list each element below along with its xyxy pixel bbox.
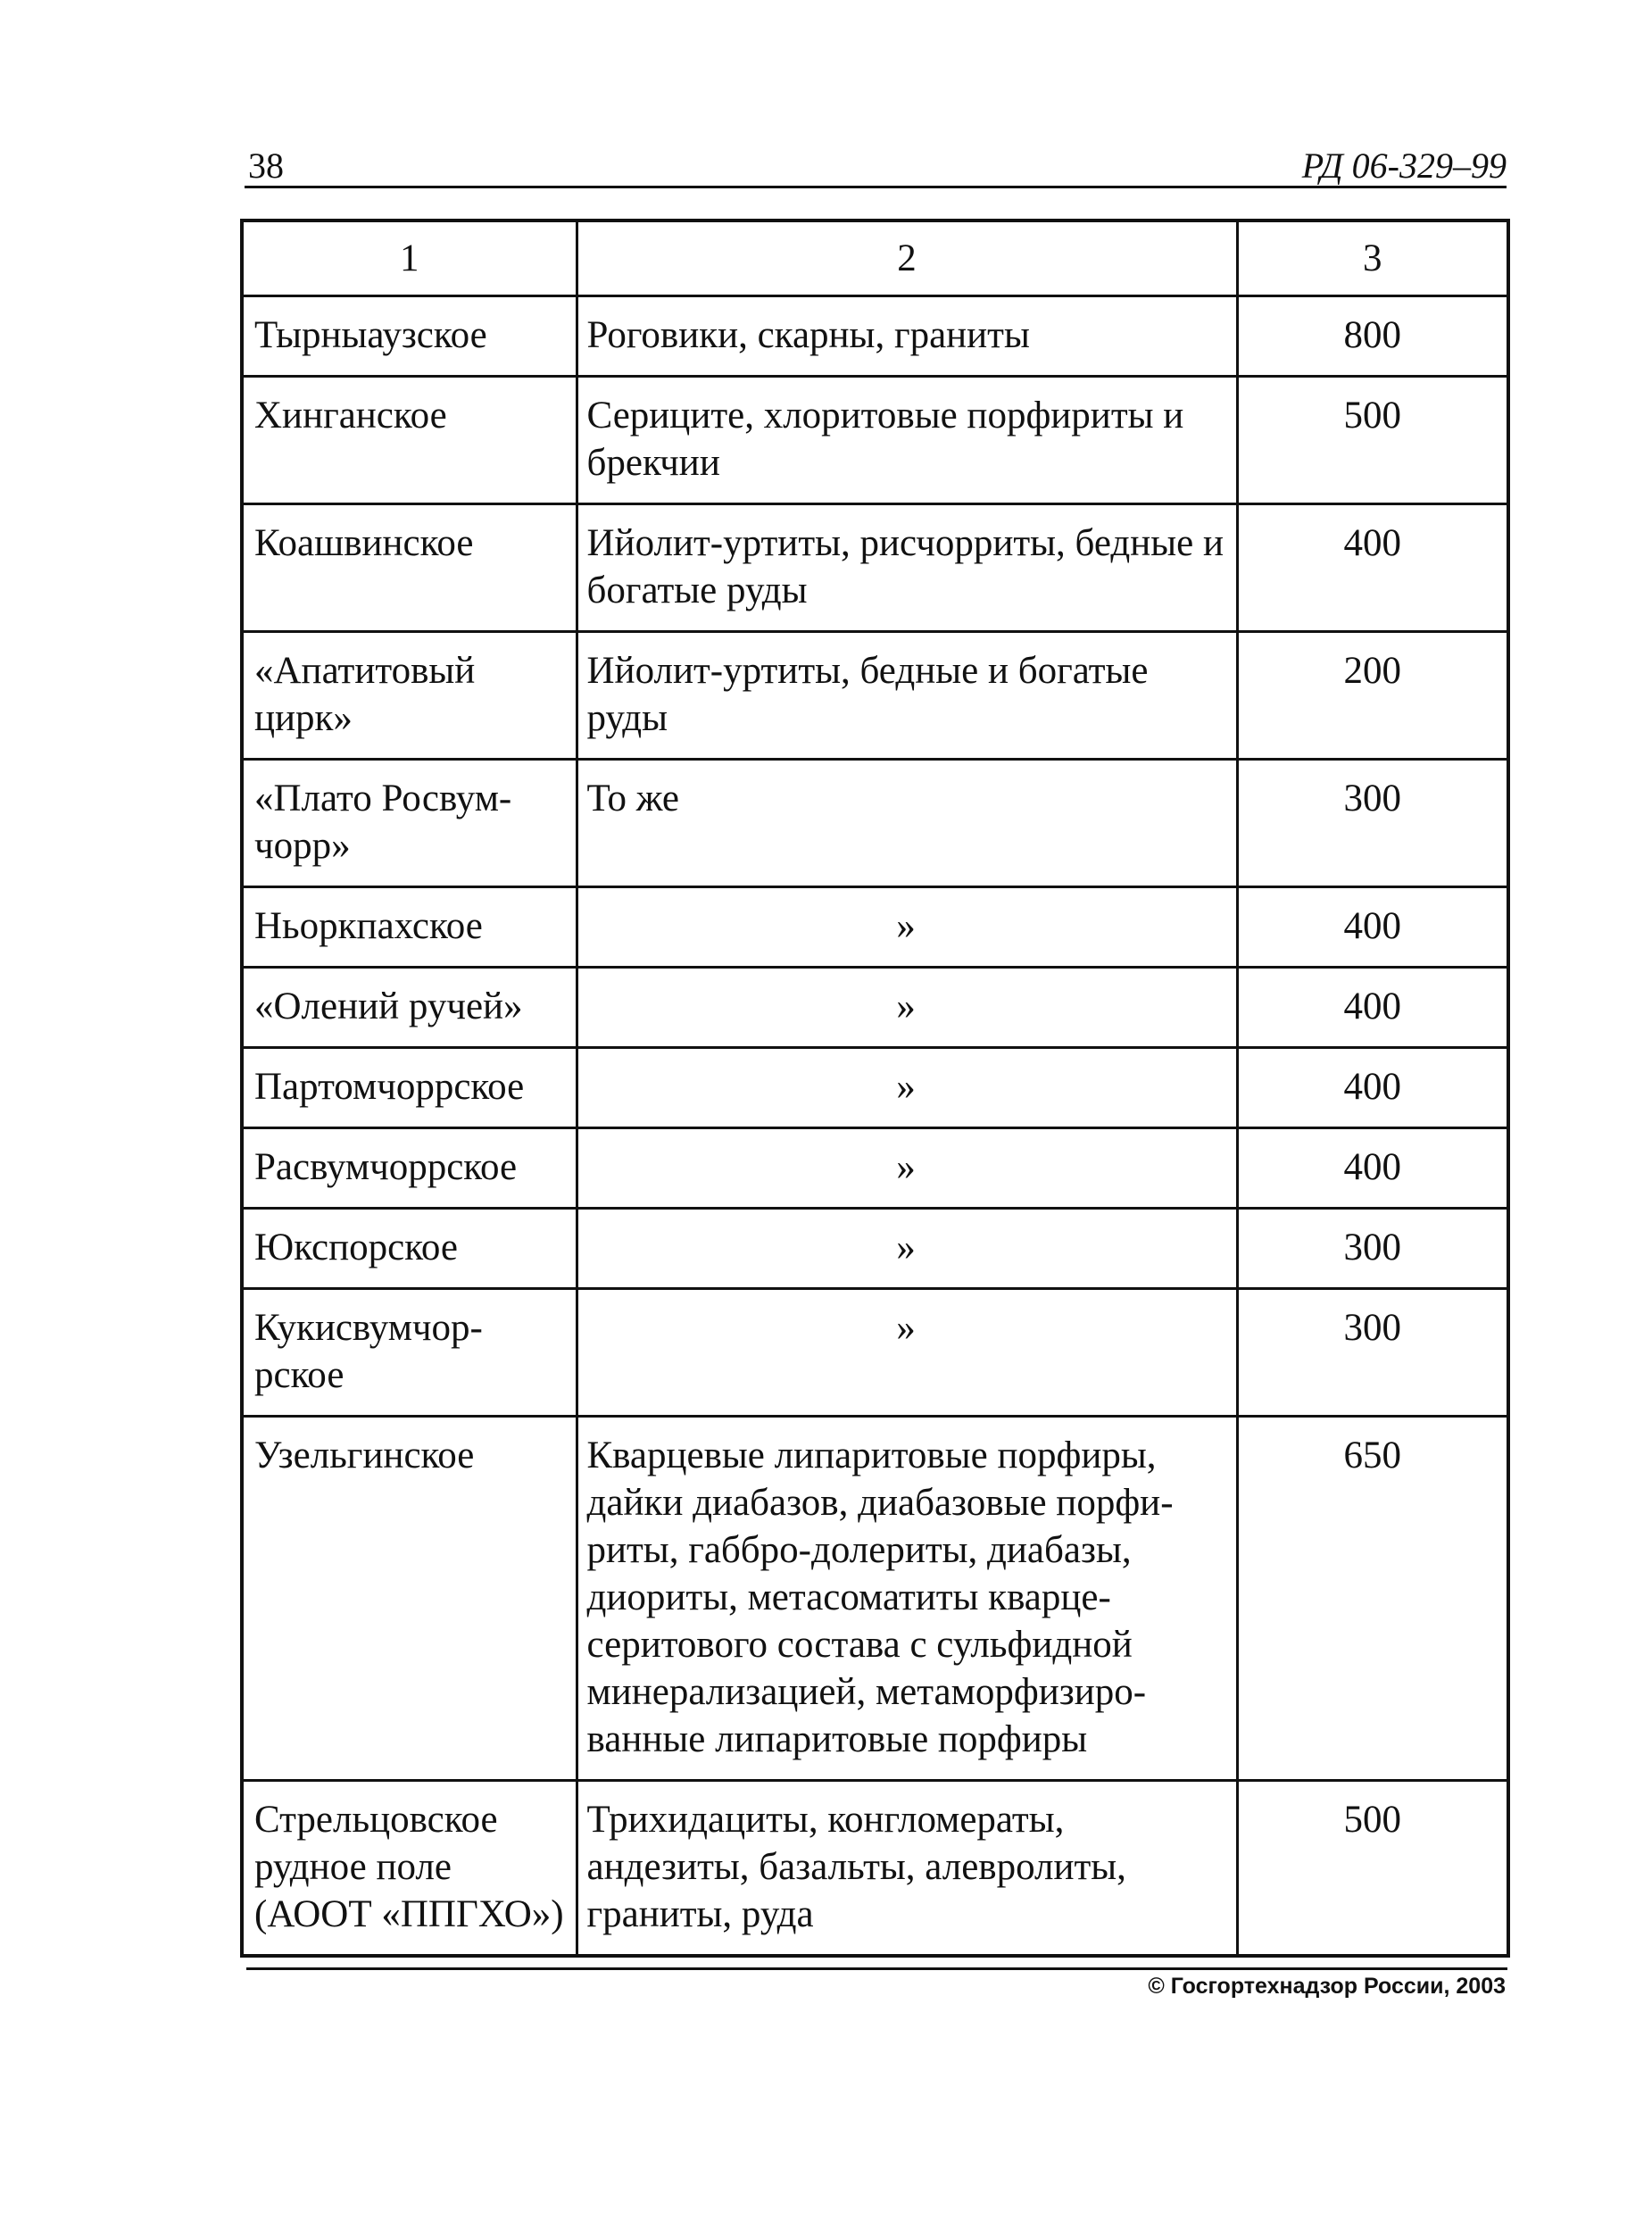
table-row	[242, 1048, 1508, 1128]
table-row	[242, 296, 1508, 377]
ditto-mark-cell: »	[577, 1048, 1237, 1128]
value-cell: 650	[1237, 1417, 1508, 1781]
deposit-name-cell: Хинганское	[242, 377, 577, 504]
rock-type-cell: Ийолит-уртиты, рисчорриты, бедные и богатые руды	[577, 504, 1237, 632]
deposits-table	[240, 219, 1510, 1958]
document-code: РД 06-329–99	[1301, 146, 1507, 186]
ditto-mark-cell: »	[577, 887, 1237, 968]
deposit-name-cell: Ньоркпахское	[242, 887, 577, 968]
value-cell: 500	[1237, 377, 1508, 504]
table-row	[242, 632, 1508, 760]
rock-type-cell: Роговики, скарны, граниты	[577, 296, 1237, 377]
ditto-mark-cell: »	[577, 1289, 1237, 1417]
deposit-name-cell: Коашвинское	[242, 504, 577, 632]
value-cell: 400	[1237, 504, 1508, 632]
ditto-mark-cell: »	[577, 968, 1237, 1048]
column-header-1: 1	[242, 220, 577, 296]
rock-type-cell: Кварцевые липаритовые порфиры, дайки диабазов, диабазовые порфи-риты, габбро-долериты, диабазы, диориты, метасоматиты кварце-серитового состава с сульфидной минерализацией, метаморфизиро-ванные липаритовые порфиры	[577, 1417, 1237, 1781]
value-cell: 400	[1237, 1128, 1508, 1209]
deposit-name-cell: «Плато Росвум-чорр»	[242, 760, 577, 887]
header-row	[242, 220, 1508, 296]
deposit-name-cell: Узельгинское	[242, 1417, 577, 1781]
value-cell: 300	[1237, 760, 1508, 887]
rock-type-cell: Ийолит-уртиты, бедные и богатые руды	[577, 632, 1237, 760]
rock-type-cell: Сериците, хлоритовые порфириты и брекчии	[577, 377, 1237, 504]
table-row	[242, 1289, 1508, 1417]
table-row	[242, 887, 1508, 968]
column-header-3: 3	[1237, 220, 1508, 296]
value-cell: 500	[1237, 1781, 1508, 1957]
deposit-name-cell: Расвумчоррское	[242, 1128, 577, 1209]
deposit-name-cell: «Олений ручей»	[242, 968, 577, 1048]
footer-rule	[246, 1967, 1507, 1970]
table-row	[242, 760, 1508, 887]
table-row	[242, 377, 1508, 504]
page-number: 38	[248, 146, 284, 186]
rock-type-cell: Трихидациты, конгломераты, андезиты, базальты, алевролиты, граниты, руда	[577, 1781, 1237, 1957]
ditto-mark-cell: »	[577, 1209, 1237, 1289]
table-row	[242, 1209, 1508, 1289]
deposit-name-cell: «Апатитовый цирк»	[242, 632, 577, 760]
value-cell: 300	[1237, 1209, 1508, 1289]
value-cell: 400	[1237, 887, 1508, 968]
table-row	[242, 968, 1508, 1048]
deposit-name-cell: Тырныаузское	[242, 296, 577, 377]
deposit-name-cell: Партомчоррское	[242, 1048, 577, 1128]
table-row	[242, 1417, 1508, 1781]
table-container	[240, 219, 1510, 1958]
table-row	[242, 1781, 1508, 1957]
deposit-name-cell: Кукисвумчор-рское	[242, 1289, 577, 1417]
table-row	[242, 1128, 1508, 1209]
table-row	[242, 504, 1508, 632]
value-cell: 400	[1237, 968, 1508, 1048]
copyright-notice: © Госгортехнадзор России, 2003	[1148, 1974, 1506, 1999]
rock-type-cell: То же	[577, 760, 1237, 887]
ditto-mark-cell: »	[577, 1128, 1237, 1209]
value-cell: 400	[1237, 1048, 1508, 1128]
value-cell: 800	[1237, 296, 1508, 377]
deposit-name-cell: Стрельцовское рудное поле (АООТ «ППГХО»)	[242, 1781, 577, 1957]
page-header	[245, 139, 1507, 188]
value-cell: 300	[1237, 1289, 1508, 1417]
deposit-name-cell: Юкспорское	[242, 1209, 577, 1289]
column-header-2: 2	[577, 220, 1237, 296]
value-cell: 200	[1237, 632, 1508, 760]
